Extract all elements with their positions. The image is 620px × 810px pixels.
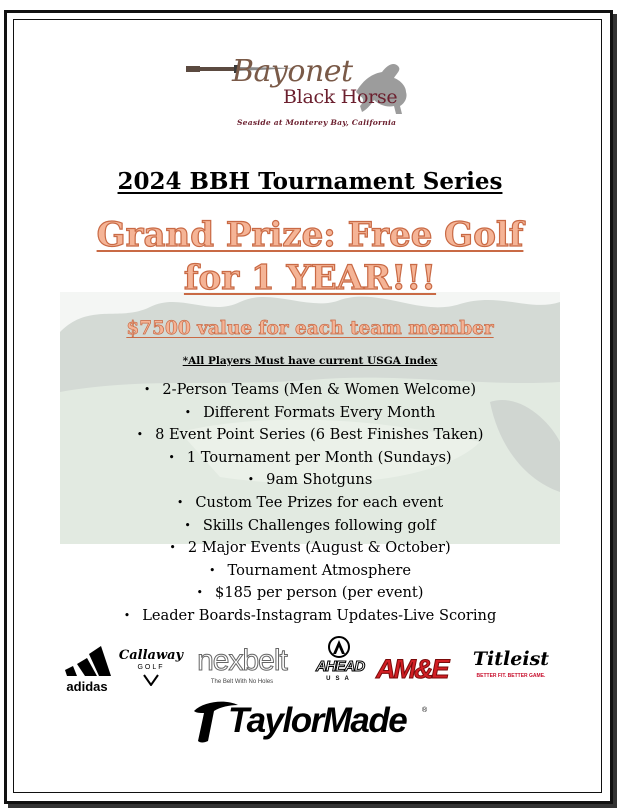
- feature-item: [0, 560, 620, 583]
- adidas-wordmark: adidas: [66, 679, 108, 694]
- logo-bayonet-text: Bayonet: [232, 54, 353, 89]
- feature-text: 2-Person Teams (Men & Women Welcome): [162, 381, 477, 398]
- titleist-wordmark: Titleist: [472, 648, 550, 670]
- bullet-icon: •: [196, 586, 204, 600]
- bullet-icon: •: [136, 428, 144, 442]
- bullet-icon: •: [176, 495, 184, 509]
- feature-text: $185 per person (per event): [215, 584, 424, 602]
- logo-tagline: Seaside at Monterey Bay, California: [237, 118, 397, 127]
- feature-item: [0, 537, 620, 560]
- usga-requirement-note: *All Players Must have current USGA Index: [182, 355, 438, 367]
- feature-text: Leader Boards-Instagram Updates-Live Scoring: [142, 606, 497, 624]
- ahead-emblem-icon: [328, 636, 350, 658]
- feature-text: Different Formats Every Month: [203, 403, 436, 421]
- feature-text: Tournament Atmosphere: [227, 561, 411, 579]
- feature-text: 9am Shotguns: [266, 471, 373, 489]
- grand-prize-line-2: for 1 YEAR!!!: [183, 258, 437, 298]
- bullet-icon: •: [123, 608, 131, 622]
- grand-prize-line-1: Grand Prize: Free Golf: [96, 215, 524, 255]
- adidas-stripes-icon: [63, 646, 111, 676]
- ahead-wordmark: AHEAD: [315, 658, 365, 675]
- callaway-golf-text: GOLF: [137, 664, 165, 671]
- feature-text: Custom Tee Prizes for each event: [195, 493, 444, 511]
- feature-item: [0, 447, 620, 470]
- sponsor-logos: [60, 636, 560, 694]
- titleist-tagline: BETTER FIT. BETTER GAME.: [476, 673, 546, 679]
- logo-black-horse-text: Black Horse: [283, 86, 398, 108]
- callaway-chevron-icon: [143, 674, 159, 686]
- ahead-logo: [310, 636, 370, 692]
- bullet-icon: •: [169, 541, 176, 555]
- feature-text: 1 Tournament per Month (Sundays): [186, 448, 452, 466]
- bullet-icon: •: [184, 518, 191, 532]
- ame-wordmark: AM&E: [376, 654, 448, 684]
- bullet-icon: •: [247, 473, 255, 487]
- bullet-icon: •: [143, 383, 151, 396]
- feature-item: [0, 515, 620, 538]
- feature-text: 2 Major Events (August & October): [187, 539, 451, 557]
- feature-item: [0, 424, 620, 447]
- feature-list: [0, 379, 620, 628]
- bullet-icon: •: [209, 563, 216, 577]
- feature-item: [0, 605, 620, 628]
- taylormade-wordmark: TaylorMade: [228, 701, 407, 740]
- taylormade-logo: [190, 697, 430, 747]
- feature-text: Skills Challenges following golf: [202, 516, 436, 534]
- callaway-wordmark: Callaway: [118, 648, 184, 663]
- nexbelt-tagline: The Belt With No Holes: [210, 679, 274, 685]
- feature-item: [0, 582, 620, 605]
- nexbelt-wordmark: nexbelt: [197, 644, 287, 677]
- bullet-icon: •: [168, 450, 175, 464]
- titleist-logo: [462, 648, 560, 688]
- prize-value-line: $7500 value for each team member: [126, 318, 494, 339]
- nexbelt-logo: [186, 642, 298, 692]
- grand-prize-heading: [0, 214, 620, 300]
- flyer-title: 2024 BBH Tournament Series: [117, 168, 503, 195]
- ame-logo: [376, 654, 448, 688]
- feature-item: [0, 492, 620, 515]
- feature-item: [0, 469, 620, 492]
- adidas-logo: [60, 646, 114, 692]
- bullet-icon: •: [184, 405, 192, 419]
- ahead-usa-text: USA: [326, 676, 354, 682]
- feature-item: [0, 379, 620, 402]
- feature-text: 8 Event Point Series (6 Best Finishes Taken): [155, 426, 484, 444]
- callaway-logo: [118, 644, 184, 692]
- registered-mark: ®: [422, 707, 428, 714]
- feature-item: [0, 402, 620, 425]
